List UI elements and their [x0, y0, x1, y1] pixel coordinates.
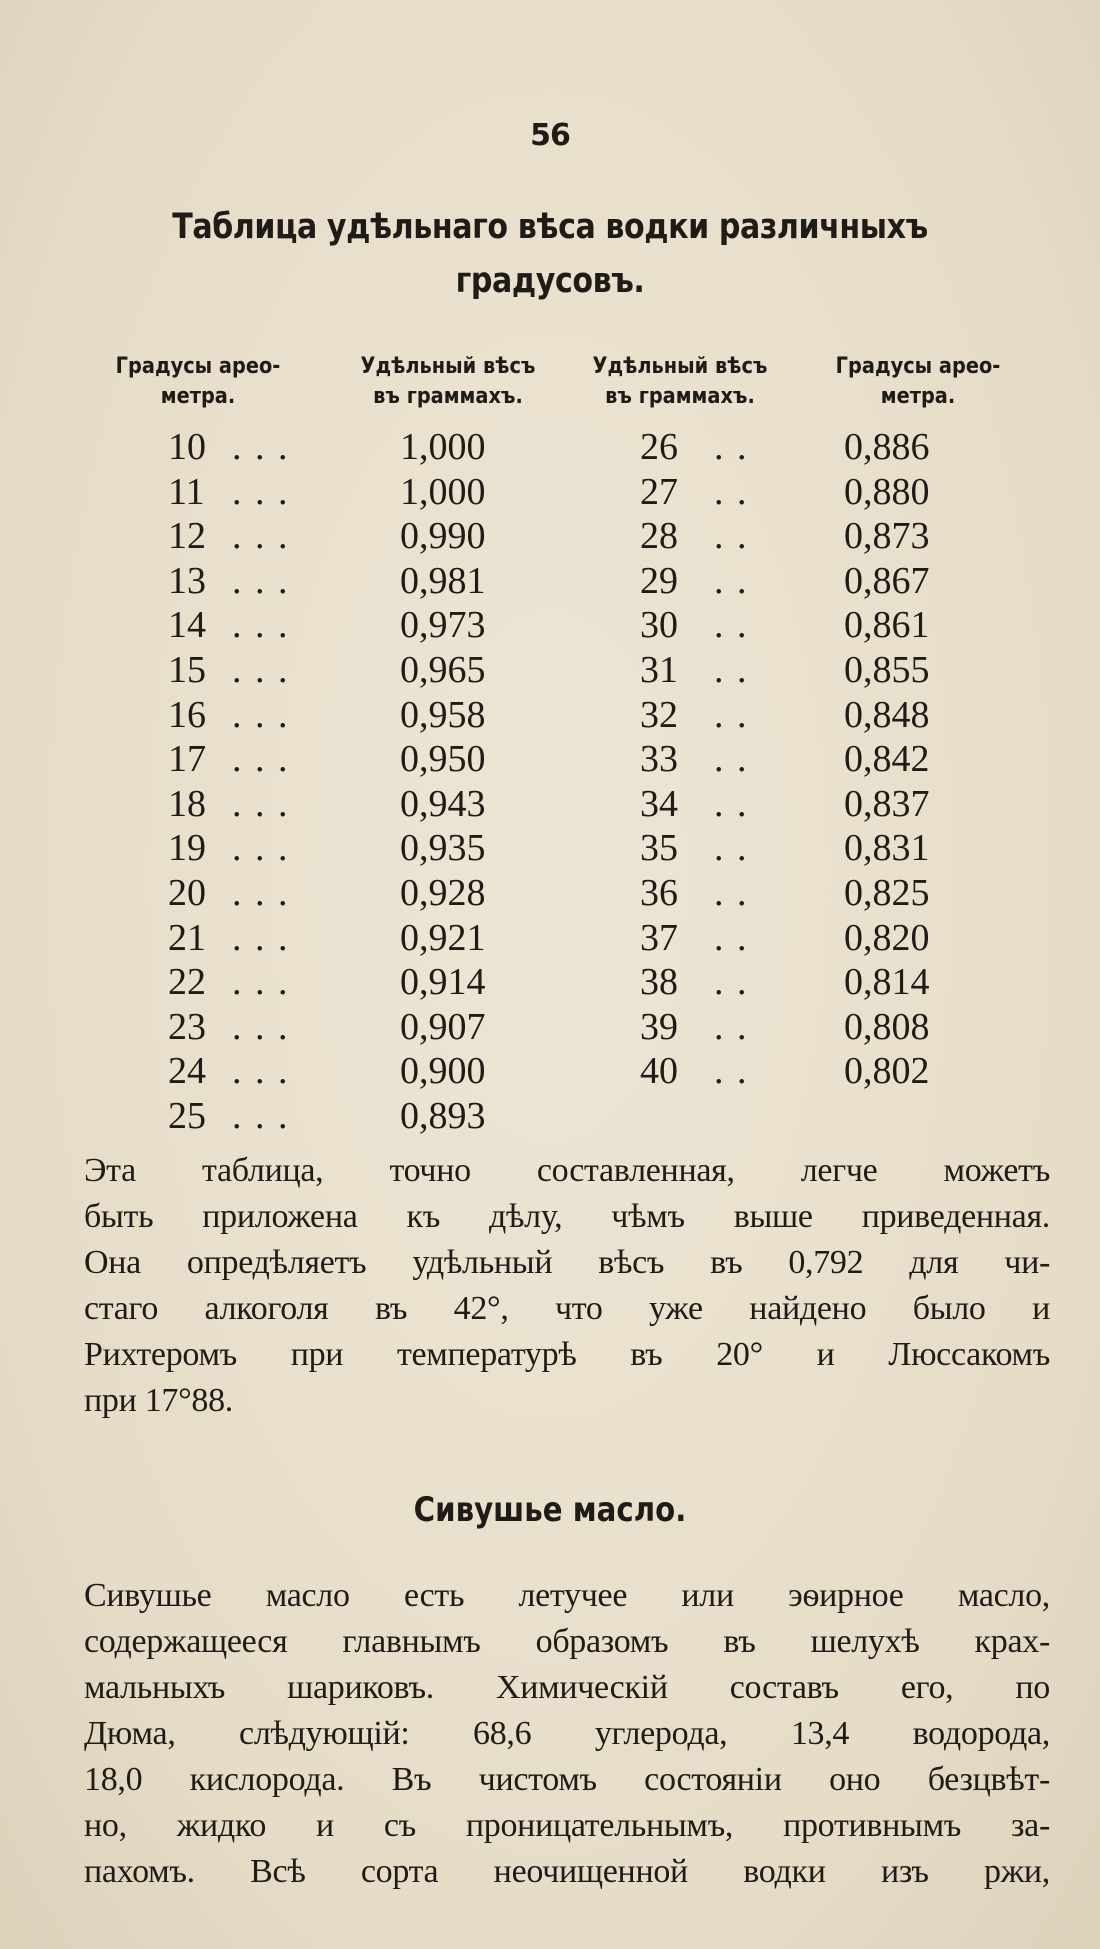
table-title-line-1: Таблица удѣльнаго вѣса водки различныхъ [172, 207, 928, 247]
text-line: при 17°88. [84, 1382, 233, 1419]
leader-dots: . . . [232, 782, 290, 825]
leader-dots: . . [714, 559, 749, 602]
table-row [640, 559, 960, 603]
table-row [640, 1049, 960, 1093]
table-title-line-2: градусовъ. [455, 261, 645, 301]
specific-weight: 0,886 [844, 426, 930, 468]
table-row [168, 559, 488, 603]
leader-dots: . . [714, 961, 749, 1004]
page-number: 56 [530, 118, 570, 153]
table-row [168, 1049, 488, 1093]
header-line: въ граммахъ. [373, 384, 523, 409]
areometer-degree: 29 [640, 559, 678, 602]
specific-weight: 0,928 [400, 872, 486, 914]
table-row [168, 425, 488, 469]
areometer-degree: 24 [168, 1050, 206, 1093]
areometer-degree: 31 [640, 649, 678, 691]
areometer-degree: 19 [168, 827, 206, 870]
table-row [168, 1094, 488, 1138]
leader-dots: . . [714, 1005, 749, 1048]
specific-weight: 0,921 [400, 916, 486, 959]
text-line: содержащееся главнымъ образомъ въ шелухѣ крах- [84, 1623, 1050, 1660]
leader-dots: . . . [232, 738, 290, 781]
section-title: Сивушье масло. [413, 1490, 687, 1530]
text-line: стаго алкоголя въ 42°, что уже найдено было и [84, 1290, 1050, 1327]
areometer-degree: 33 [640, 738, 678, 781]
areometer-degree: 17 [168, 738, 206, 781]
specific-weight: 0,950 [400, 738, 486, 781]
text-line: Эта таблица, точно составленная, легче можетъ [84, 1152, 1050, 1189]
table-row [168, 826, 488, 870]
table-row [168, 648, 488, 692]
specific-weight: 0,873 [844, 515, 930, 558]
specific-weight: 0,814 [844, 961, 930, 1004]
leader-dots: . . [714, 470, 749, 513]
table-row [168, 693, 488, 737]
areometer-degree: 12 [168, 515, 206, 558]
header-line: Удѣльный вѣсъ [592, 354, 768, 379]
leader-dots: . . . [232, 470, 290, 513]
column-header-degrees-left [101, 352, 295, 412]
table-row [640, 470, 960, 514]
leader-dots: . . [714, 1050, 749, 1093]
specific-weight: 0,861 [844, 604, 930, 647]
text-line: Рихтеромъ при температурѣ въ 20° и Люссакомъ [84, 1336, 1050, 1373]
areometer-degree: 26 [640, 426, 678, 468]
specific-weight: 1,000 [400, 470, 486, 513]
specific-weight: 0,855 [844, 649, 930, 691]
specific-weight: 0,973 [400, 604, 486, 647]
text-line: пахомъ. Всѣ сорта неочищенной водки изъ ржи, [84, 1853, 1050, 1890]
areometer-degree: 13 [168, 559, 206, 602]
areometer-degree: 22 [168, 961, 206, 1004]
specific-weight: 0,808 [844, 1005, 930, 1048]
header-line: Удѣльный вѣсъ [360, 354, 536, 379]
leader-dots: . . [714, 916, 749, 959]
specific-weight: 0,880 [844, 470, 930, 513]
areometer-degree: 14 [168, 604, 206, 647]
table-row [640, 648, 960, 692]
areometer-degree: 25 [168, 1095, 206, 1137]
areometer-degree: 32 [640, 693, 678, 736]
table-row [640, 693, 960, 737]
specific-weight: 0,935 [400, 827, 486, 870]
leader-dots: . . [714, 782, 749, 825]
leader-dots: . . . [232, 872, 290, 914]
text-line: Она опредѣляетъ удѣльный вѣсъ въ 0,792 для чи- [84, 1244, 1050, 1281]
leader-dots: . . [714, 872, 749, 914]
leader-dots: . . . [232, 827, 290, 870]
specific-weight: 0,848 [844, 693, 930, 736]
areometer-degree: 34 [640, 782, 678, 825]
areometer-degree: 39 [640, 1005, 678, 1048]
text-line: Дюма, слѣдующій: 68,6 углерода, 13,4 водорода, [84, 1715, 1050, 1752]
specific-weight: 1,000 [400, 426, 486, 468]
table-row [640, 782, 960, 826]
column-header-weight-left [351, 352, 545, 412]
column-header-weight-right [583, 352, 777, 412]
table-row [168, 782, 488, 826]
leader-dots: . . [714, 426, 749, 468]
column-header-degrees-right [821, 352, 1015, 412]
leader-dots: . . . [232, 1050, 290, 1093]
paragraph-fusel-oil [84, 1573, 1050, 1895]
table-row [640, 916, 960, 960]
table-row [168, 1005, 488, 1049]
specific-weight: 0,825 [844, 872, 930, 914]
areometer-degree: 15 [168, 649, 206, 691]
table-row [168, 960, 488, 1004]
leader-dots: . . . [232, 559, 290, 602]
specific-weight: 0,914 [400, 961, 486, 1004]
specific-weight: 0,867 [844, 559, 930, 602]
specific-weight: 0,837 [844, 782, 930, 825]
table-row [640, 603, 960, 647]
leader-dots: . . . [232, 1005, 290, 1048]
specific-weight: 0,990 [400, 515, 486, 558]
areometer-degree: 27 [640, 470, 678, 513]
table-row [640, 514, 960, 558]
leader-dots: . . . [232, 649, 290, 691]
table-row [640, 425, 960, 469]
header-line: въ граммахъ. [605, 384, 755, 409]
leader-dots: . . . [232, 426, 290, 468]
text-line: но, жидко и съ проницательнымъ, противнымъ за- [84, 1807, 1050, 1844]
specific-weight: 0,802 [844, 1050, 930, 1093]
table-row [640, 826, 960, 870]
header-line: метра. [880, 384, 956, 409]
table-row [640, 737, 960, 781]
areometer-degree: 23 [168, 1005, 206, 1048]
specific-weight: 0,842 [844, 738, 930, 781]
header-line: Градусы арео- [115, 354, 281, 379]
text-line: быть приложена къ дѣлу, чѣмъ выше приведенная. [84, 1198, 1050, 1235]
specific-weight: 0,981 [400, 559, 486, 602]
leader-dots: . . [714, 604, 749, 647]
table-row [640, 871, 960, 915]
text-line: 18,0 кислорода. Въ чистомъ состояніи оно безцвѣт- [84, 1761, 1050, 1798]
leader-dots: . . . [232, 916, 290, 959]
specific-weight: 0,893 [400, 1095, 486, 1137]
table-row [168, 514, 488, 558]
areometer-degree: 30 [640, 604, 678, 647]
specific-weight: 0,831 [844, 827, 930, 870]
areometer-degree: 36 [640, 872, 678, 914]
leader-dots: . . . [232, 604, 290, 647]
areometer-degree: 28 [640, 515, 678, 558]
areometer-degree: 20 [168, 872, 206, 914]
areometer-degree: 18 [168, 782, 206, 825]
leader-dots: . . . [232, 1095, 290, 1137]
leader-dots: . . [714, 827, 749, 870]
areometer-degree: 37 [640, 916, 678, 959]
table-row [640, 960, 960, 1004]
leader-dots: . . . [232, 693, 290, 736]
header-line: Градусы арео- [835, 354, 1001, 379]
leader-dots: . . [714, 693, 749, 736]
table-row [168, 470, 488, 514]
specific-weight: 0,900 [400, 1050, 486, 1093]
text-line: Сивушье масло есть летучее или эѳирное масло, [84, 1577, 1050, 1614]
areometer-degree: 21 [168, 916, 206, 959]
table-row [168, 603, 488, 647]
leader-dots: . . . [232, 961, 290, 1004]
specific-weight: 0,943 [400, 782, 486, 825]
table-row [168, 871, 488, 915]
table-title [172, 200, 929, 308]
specific-weight: 0,965 [400, 649, 486, 691]
paragraph-table-note [84, 1148, 1050, 1424]
areometer-degree: 40 [640, 1050, 678, 1093]
leader-dots: . . [714, 649, 749, 691]
header-line: метра. [160, 384, 236, 409]
areometer-degree: 11 [168, 470, 205, 513]
leader-dots: . . [714, 515, 749, 558]
areometer-degree: 16 [168, 693, 206, 736]
text-line: мальныхъ шариковъ. Химическій составъ его, по [84, 1669, 1050, 1706]
leader-dots: . . [714, 738, 749, 781]
table-row [168, 916, 488, 960]
table-row [640, 1005, 960, 1049]
areometer-degree: 38 [640, 961, 678, 1004]
areometer-degree: 10 [168, 426, 206, 468]
specific-weight: 0,958 [400, 693, 486, 736]
specific-weight: 0,907 [400, 1005, 486, 1048]
leader-dots: . . . [232, 515, 290, 558]
specific-weight: 0,820 [844, 916, 930, 959]
areometer-degree: 35 [640, 827, 678, 870]
table-row [168, 737, 488, 781]
